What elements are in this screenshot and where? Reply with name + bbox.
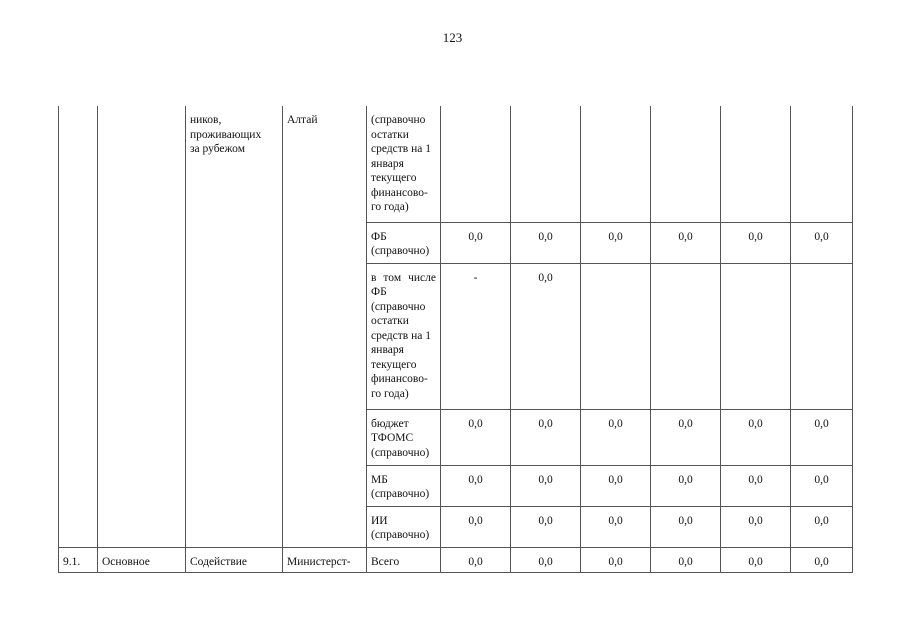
value-cell <box>581 106 651 222</box>
value-cell <box>651 263 721 409</box>
title-cell-continued: ников, проживающих за рубежом <box>186 106 283 547</box>
value-cell <box>791 106 853 222</box>
value-cell: 0,0 <box>511 409 581 465</box>
value-cell: 0,0 <box>511 263 581 409</box>
value-cell: 0,0 <box>791 409 853 465</box>
value-cell <box>651 106 721 222</box>
value-cell: 0,0 <box>511 506 581 547</box>
value-cell: 0,0 <box>511 547 581 573</box>
value-cell: 0,0 <box>581 465 651 506</box>
value-cell: 0,0 <box>651 409 721 465</box>
table-row <box>59 106 853 222</box>
type-cell-continued <box>98 106 186 547</box>
value-cell: 0,0 <box>581 409 651 465</box>
budget-table <box>58 106 853 573</box>
value-cell: 0,0 <box>441 222 511 263</box>
executor-cell-continued: Алтай <box>283 106 367 547</box>
funding-source-cell: Всего <box>367 547 441 573</box>
value-cell: 0,0 <box>441 465 511 506</box>
row-title-cell: Содействие <box>186 547 283 573</box>
row-number-cell: 9.1. <box>59 547 98 573</box>
row-executor-cell: Министерст- <box>283 547 367 573</box>
value-cell: 0,0 <box>651 465 721 506</box>
table-row <box>59 547 853 573</box>
value-cell: 0,0 <box>721 465 791 506</box>
value-cell: 0,0 <box>581 222 651 263</box>
value-cell: 0,0 <box>721 547 791 573</box>
value-cell: - <box>441 263 511 409</box>
value-cell: 0,0 <box>721 409 791 465</box>
value-cell: 0,0 <box>791 222 853 263</box>
value-cell: 0,0 <box>511 222 581 263</box>
value-cell: 0,0 <box>581 547 651 573</box>
value-cell: 0,0 <box>581 506 651 547</box>
value-cell: 0,0 <box>441 409 511 465</box>
funding-source-cell: МБ (справочно) <box>367 465 441 506</box>
value-cell <box>721 263 791 409</box>
value-cell: 0,0 <box>511 465 581 506</box>
funding-source-cell: ФБ (справочно) <box>367 222 441 263</box>
funding-source-cell: ИИ (справочно) <box>367 506 441 547</box>
row-type-cell: Основное <box>98 547 186 573</box>
value-cell: 0,0 <box>651 222 721 263</box>
funding-source-cell: (справочно остатки средств на 1 января текущего финансово- го года) <box>367 106 441 222</box>
value-cell <box>441 106 511 222</box>
value-cell <box>721 106 791 222</box>
value-cell <box>511 106 581 222</box>
value-cell: 0,0 <box>651 547 721 573</box>
value-cell: 0,0 <box>791 465 853 506</box>
value-cell: 0,0 <box>721 222 791 263</box>
value-cell: 0,0 <box>791 506 853 547</box>
page-number: 123 <box>442 30 463 45</box>
value-cell: 0,0 <box>441 547 511 573</box>
value-cell: 0,0 <box>721 506 791 547</box>
value-cell <box>791 263 853 409</box>
value-cell: 0,0 <box>791 547 853 573</box>
funding-source-cell: бюджет ТФОМС (справочно) <box>367 409 441 465</box>
value-cell: 0,0 <box>651 506 721 547</box>
value-cell: 0,0 <box>441 506 511 547</box>
value-cell <box>581 263 651 409</box>
number-cell-continued <box>59 106 98 547</box>
funding-source-cell: в том числе ФБ (справочно остатки средств на 1 января текущего финансово- го года) <box>367 263 441 409</box>
